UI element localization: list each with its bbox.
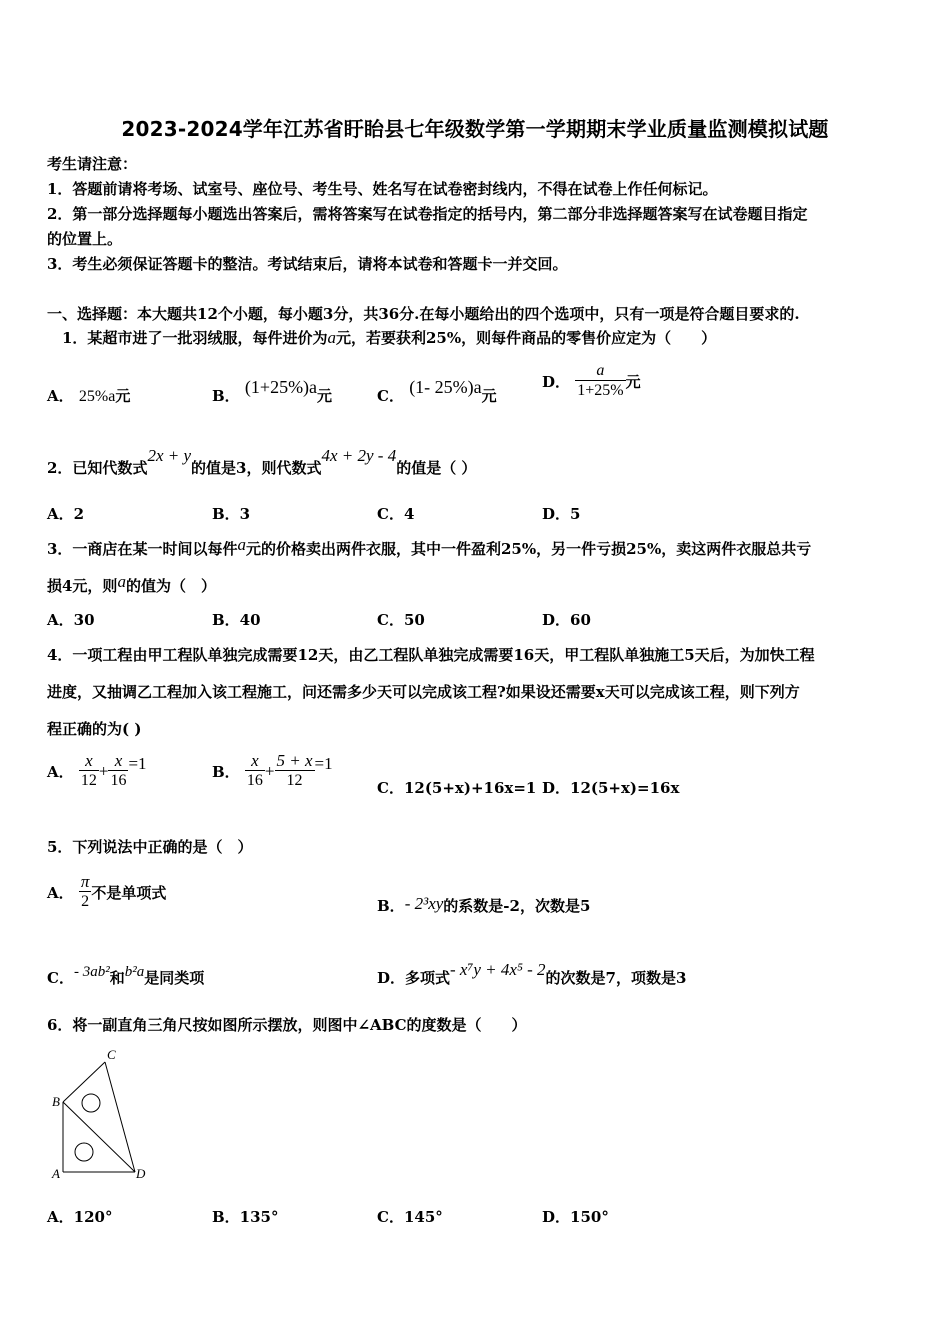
numerator: π xyxy=(80,872,90,891)
stem-part: 元的价格卖出两件衣服，其中一件盈利25%，另一件亏损25%，卖这两件衣服总共亏 xyxy=(245,540,812,558)
option-expr: (1+25%)a xyxy=(244,377,318,397)
fraction xyxy=(245,752,265,791)
page-title: 2023-2024学年江苏省盱眙县七年级数学第一学期期末学业质量监测模拟试题 xyxy=(121,117,829,141)
option-label: C． xyxy=(377,387,404,405)
option-text: 的次数是7，项数是3 xyxy=(545,969,687,987)
notice-heading: 考生请注意： xyxy=(47,155,138,173)
set-square-hole xyxy=(75,1143,93,1161)
expression: - 3ab² xyxy=(73,964,110,980)
expression: b²a xyxy=(124,964,145,980)
numerator: 5 + x xyxy=(276,751,313,770)
denominator: 12 xyxy=(80,772,97,789)
variable-a: a xyxy=(237,535,246,554)
question-5-stem: 5．下列说法中正确的是（ ） xyxy=(47,838,253,856)
question-6-stem: 6．将一副直角三角尺按如图所示摆放，则图中∠ABC的度数是（ ） xyxy=(47,1016,527,1034)
option-unit: 元 xyxy=(625,373,641,391)
question-2-stem xyxy=(47,446,477,478)
q1-option-b[interactable] xyxy=(212,377,333,406)
q4-option-a[interactable] xyxy=(47,752,147,791)
numerator: x xyxy=(245,752,265,771)
conjunction: 和 xyxy=(109,969,125,987)
point-label-b: B xyxy=(52,1094,60,1109)
expression: - 2³xy xyxy=(404,894,444,913)
expression: 4x + 2y - 4 xyxy=(321,446,397,465)
set-square-hole xyxy=(82,1094,100,1112)
stem-part: 的值为（ ） xyxy=(125,577,216,595)
point-label-d: D xyxy=(136,1166,146,1181)
stem-part: 2．已知代数式 xyxy=(47,459,148,477)
q3-option-a[interactable]: A．30 xyxy=(47,611,95,629)
q6-option-c[interactable]: C．145° xyxy=(377,1208,443,1226)
plus-sign: + xyxy=(264,761,275,781)
q2-option-b[interactable]: B．3 xyxy=(212,505,251,523)
notice-item: 的位置上。 xyxy=(47,230,123,248)
option-text: 不是单项式 xyxy=(91,884,167,902)
option-unit: 元 xyxy=(481,387,497,405)
fraction xyxy=(575,362,625,401)
denominator: 16 xyxy=(110,772,127,789)
q5-option-c[interactable] xyxy=(47,964,205,988)
stem-part: 3．一商店在某一时间以每件 xyxy=(47,540,238,558)
stem-part: 的值是（ ） xyxy=(396,459,477,477)
option-label: A． xyxy=(47,387,74,405)
q2-option-a[interactable]: A．2 xyxy=(47,505,85,523)
equation-rhs: =1 xyxy=(314,753,333,773)
q6-option-b[interactable]: B．135° xyxy=(212,1208,279,1226)
option-unit: 元 xyxy=(115,387,131,405)
option-label: A． xyxy=(47,763,74,781)
fraction xyxy=(108,752,128,791)
variable-a: a xyxy=(327,328,336,347)
q5-option-d[interactable] xyxy=(377,960,687,988)
option-label: D． xyxy=(542,373,571,391)
edge-cd xyxy=(105,1062,135,1172)
point-label-a: A xyxy=(52,1166,60,1181)
q6-option-a[interactable]: A．120° xyxy=(47,1208,113,1226)
q6-option-d[interactable]: D．150° xyxy=(542,1208,609,1226)
numerator: a xyxy=(575,362,625,381)
question-4-stem-line3: 程正确的为( ) xyxy=(47,720,142,738)
point-label-c: C xyxy=(107,1047,116,1062)
q3-option-b[interactable]: B．40 xyxy=(212,611,261,629)
stem-part: 1．某超市进了一批羽绒服，每件进价为 xyxy=(62,329,328,347)
notice-item: 3．考生必须保证答题卡的整洁。考试结束后，请将本试卷和答题卡一并交回。 xyxy=(47,255,568,273)
q1-option-a[interactable] xyxy=(47,385,130,406)
triangle-diagram xyxy=(48,1045,158,1185)
edge-bd xyxy=(63,1102,135,1172)
option-text: 的系数是-2，次数是5 xyxy=(443,897,591,915)
q2-option-d[interactable]: D．5 xyxy=(542,505,581,523)
q1-option-d[interactable] xyxy=(542,362,641,401)
q4-option-d[interactable]: D．12(5+x)=16x xyxy=(542,779,680,797)
question-4-stem-line1: 4．一项工程由甲工程队单独完成需要12天，由乙工程队单独完成需要16天，甲工程队单独施工5天后，为加快工程 xyxy=(47,646,815,664)
question-4-stem-line2: 进度，又抽调乙工程加入该工程施工，问还需多少天可以完成该工程?如果设还需要x天可以完成该工程，则下列方 xyxy=(47,683,800,701)
question-3-stem-line2 xyxy=(47,572,216,596)
denominator: 1+25% xyxy=(577,382,624,399)
expression: - x⁷y + 4x⁵ - 2 xyxy=(450,960,546,979)
q2-option-c[interactable]: C．4 xyxy=(377,505,415,523)
option-unit: 元 xyxy=(317,387,333,405)
option-label: C． xyxy=(47,969,74,987)
option-label: B． xyxy=(212,387,240,405)
stem-part: 的值是3，则代数式 xyxy=(191,459,322,477)
equation-rhs: =1 xyxy=(128,753,147,773)
q3-option-d[interactable]: D．60 xyxy=(542,611,591,629)
section-heading: 一、选择题：本大题共12个小题，每小题3分，共36分.在每小题给出的四个选项中，只有一项是符合题目要求的. xyxy=(47,305,800,323)
q4-option-b[interactable] xyxy=(212,752,333,791)
option-text: 是同类项 xyxy=(144,969,205,987)
option-label: B． xyxy=(377,897,405,915)
q5-option-b[interactable] xyxy=(377,895,590,916)
denominator: 16 xyxy=(246,772,263,789)
expression: 2x + y xyxy=(147,446,192,465)
option-expr: 25%a xyxy=(78,388,116,405)
q5-option-a[interactable] xyxy=(47,873,166,912)
variable-a: a xyxy=(117,572,126,591)
notice-item: 2．第一部分选择题每小题选出答案后，需将答案写在试卷指定的括号内，第二部分非选择题答案写在试卷题目指定 xyxy=(47,205,808,223)
stem-part: 损4元，则 xyxy=(47,577,118,595)
q3-option-c[interactable]: C．50 xyxy=(377,611,425,629)
question-1-stem xyxy=(62,327,716,348)
option-label: D．多项式 xyxy=(377,969,451,987)
q1-option-c[interactable] xyxy=(377,377,497,406)
denominator: 12 xyxy=(286,772,303,789)
notice-item: 1．答题前请将考场、试室号、座位号、考生号、姓名写在试卷密封线内，不得在试卷上作任何标记。 xyxy=(47,180,718,198)
fraction xyxy=(275,752,315,791)
fraction xyxy=(79,752,99,791)
numerator: x xyxy=(108,752,128,771)
edge-bc xyxy=(63,1062,105,1102)
option-expr: (1- 25%)a xyxy=(409,377,482,397)
option-label: B． xyxy=(212,763,240,781)
denominator: 2 xyxy=(81,893,90,910)
numerator: x xyxy=(79,752,99,771)
option-label: A． xyxy=(47,884,74,902)
plus-sign: + xyxy=(98,761,109,781)
fraction xyxy=(79,873,92,912)
stem-part: 元，若要获利25%，则每件商品的零售价应定为（ ） xyxy=(335,329,717,347)
q4-option-c[interactable]: C．12(5+x)+16x=1 xyxy=(377,779,537,797)
question-3-stem-line1 xyxy=(47,535,812,559)
